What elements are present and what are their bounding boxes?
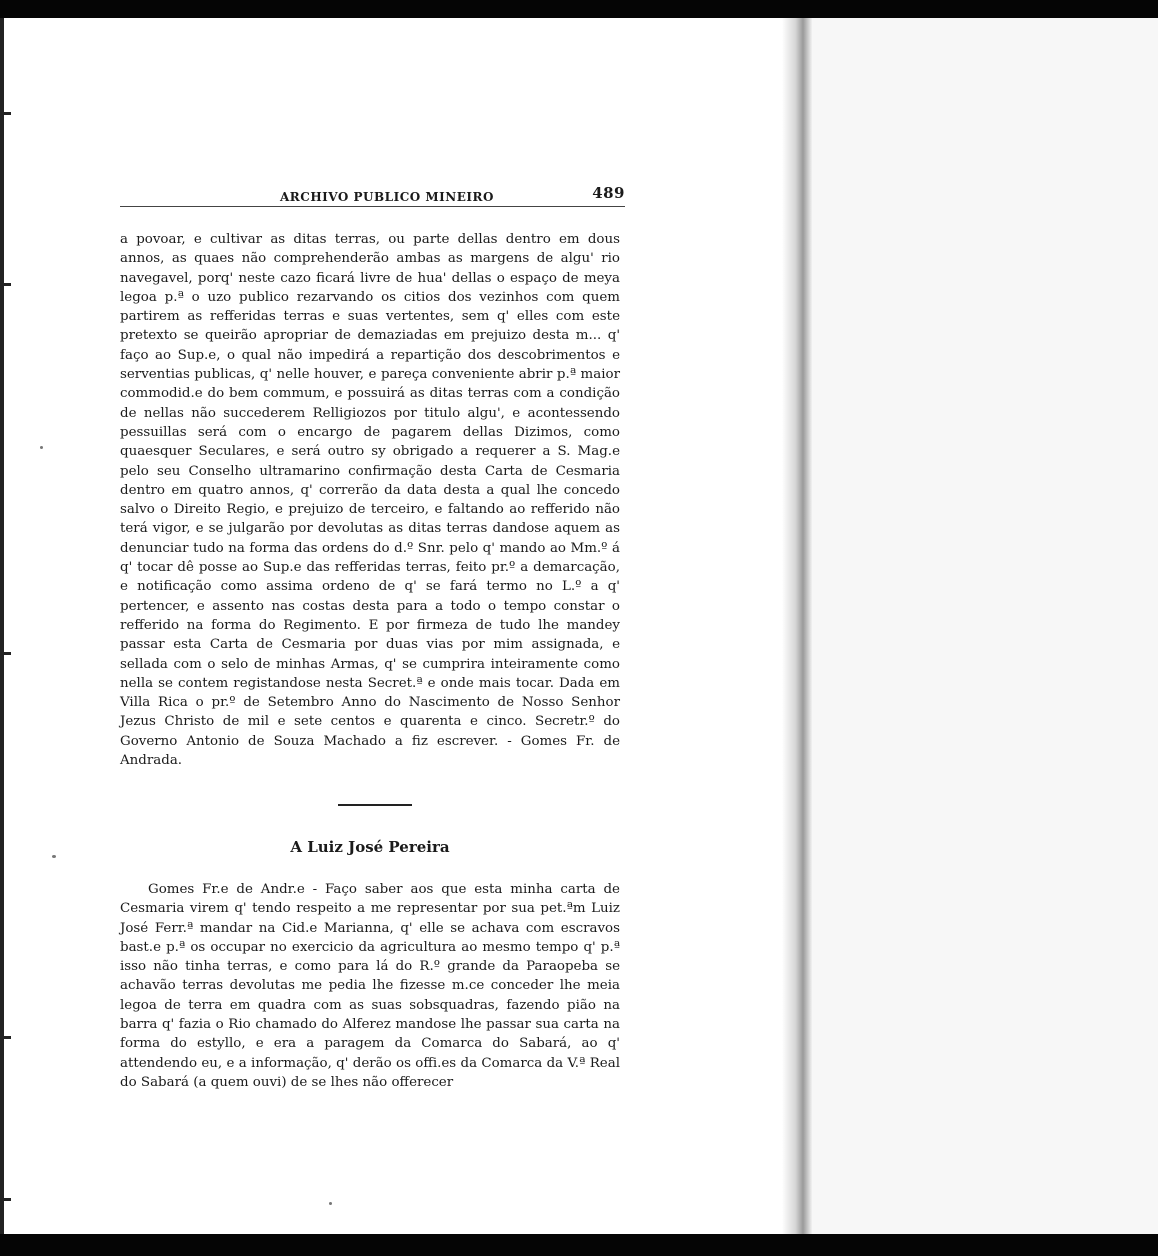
running-title: ARCHIVO PUBLICO MINEIRO <box>280 190 494 204</box>
section-title: A Luiz José Pereira <box>290 838 450 856</box>
section-separator <box>338 804 412 806</box>
margin-mark <box>4 283 11 286</box>
body-paragraph-1: a povoar, e cultivar as ditas terras, ou parte dellas dentro em dous annos, as quaes não comprehenderão ambas as margens de algu' rio navegavel, porq' neste cazo ficará livre de hua' dellas o espaço de meya legoa p.ª o uzo publico rezarvando os citios dos vezinhos com quem partirem as refferidas terras e suas vertentes, sem q' elles com este pretexto se queirão apropriar de demaziadas em prejuizo desta m... q' faço ao Sup.e, o qual não impedirá a repartição dos descobrimentos e serventias publicas, q' nelle houver, e pareça conveniente abrir p.ª maior commodid.e do bem commum, e possuirá as ditas terras com a condição de nellas não succederem Relligiozos por titulo algu', e acontessendo pessuillas será com o encargo de pagarem dellas Dizimos, como quaesquer Seculares, e será outro sy obrigado a requerer a S. Mag.e pelo seu Conselho ultramarino confirmação desta Carta de Cesmaria dentro em quatro annos, q' correrão da data desta a qual lhe concedo salvo o Direito Regio, e prejuizo de terceiro, e faltando ao refferido não terá vigor, e se julgarão por devolutas as ditas terras dandose aquem as denunciar tudo na forma das ordens do d.º Snr. pelo q' mando ao Mm.º á q' tocar dê posse ao Sup.e das refferidas terras, feito pr.º a demarcação, e notificação como assima ordeno de q' se fará termo no L.º a q' pertencer, e assento nas costas desta para a todo o tempo constar o refferido na forma do Regimento. E por firmeza de tudo lhe mandey passar esta Carta de Cesmaria por duas vias por mim assignada, e sellada com o selo de minhas Armas, q' se cumprira inteiramente como nella se contem registandose nesta Secret.ª e onde mais tocar. Dada em Villa Rica o pr.º de Setembro Anno do Nascimento de Nosso Senhor Jezus Christo de mil e sete centos e quarenta e cinco. Secretr.º do Governo Antonio de Souza Machado a fiz escrever. - Gomes Fr. de Andrada. <box>120 232 620 769</box>
scan-bottom-border <box>0 1234 1158 1256</box>
running-header <box>120 184 625 208</box>
page-number: 489 <box>592 184 625 202</box>
scan-speck <box>52 855 56 858</box>
margin-mark <box>4 652 11 655</box>
scan-speck <box>40 446 43 449</box>
facing-blank-page <box>812 18 1158 1234</box>
margin-mark <box>4 1036 11 1039</box>
scan-speck <box>329 1202 332 1205</box>
margin-mark <box>4 112 11 115</box>
scan-top-border <box>0 0 1158 18</box>
header-rule <box>120 206 625 207</box>
body-paragraph-2: Gomes Fr.e de Andr.e - Faço saber aos que esta minha carta de Cesmaria virem q' tendo respeito a me representar por sua pet.ªm Luiz José Ferr.ª mandar na Cid.e Marianna, q' elle se achava com escravos bast.e p.ª os occupar no exercicio da agricultura ao mesmo tempo q' p.ª isso não tinha terras, e como para lá do R.º grande da Paraopeba se achavão terras devolutas me pedia lhe fizesse m.ce conceder lhe meia legoa de terra em quadra com as suas sobsquadras, fazendo pião na barra q' fazia o Rio chamado do Alferez mandose lhe passar sua carta na forma do estyllo, e era a paragem da Comarca do Sabará, ao q' attendendo eu, e a informação, q' derão os offi.es da Comarca da V.ª Real do Sabará (a quem ouvi) de se lhes não offerecer <box>120 882 620 1090</box>
scan-left-edge <box>0 18 4 1234</box>
margin-mark <box>4 1198 11 1201</box>
book-gutter-fold <box>782 18 812 1234</box>
